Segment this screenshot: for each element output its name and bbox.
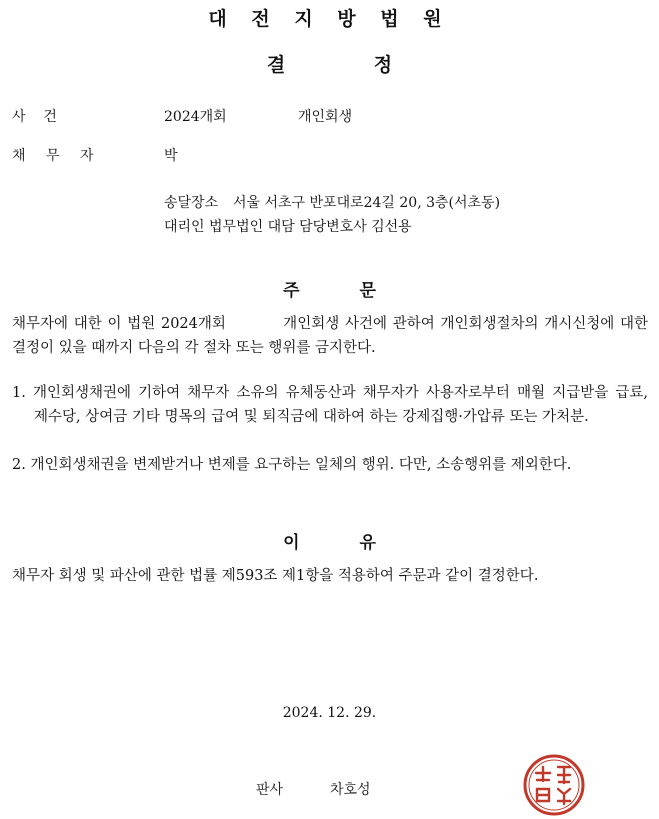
judge-title: 판사 <box>256 782 284 798</box>
judge-name: 차호성 <box>330 782 371 798</box>
debtor-name: 박 <box>164 148 178 164</box>
legal-agent: 대리인 법무법인 대담 담당변호사 김선용 <box>164 219 412 235</box>
decision-date: 2024. 12. 29. <box>282 705 377 721</box>
document-title: 결 정 <box>266 54 393 76</box>
order-item-2: 2. 개인회생채권을 변제받거나 변제를 요구하는 일체의 행위. 다만, 소송행위를 제외한다. <box>12 457 572 473</box>
order-item-1: 1. 개인회생채권에 기하여 채무자 소유의 유체동산과 채무자가 사용자로부터 매월 지급받을 급료, 제수당, 상여금 기타 명목의 급여 및 퇴직금에 대하여 하는 강제집행·가압류 또는 가처분. <box>12 385 648 425</box>
reason-text: 채무자 회생 및 파산에 관한 법률 제593조 제1항을 적용하여 주문과 같이 결정한다. <box>12 568 539 584</box>
court-name: 대 전 지 방 법 원 <box>208 8 451 30</box>
service-address: 서울 서초구 반포대로24길 20, 3층(서초동) <box>233 195 501 211</box>
debtor-label: 채 무 자 <box>12 148 94 164</box>
order-heading: 주 문 <box>283 281 376 301</box>
order-intro: 채무자에 대한 이 법원 2024개회 개인회생 사건에 관하여 개인회생절차의 개시신청에 대한 결정이 있을 때까지 다음의 각 절차 또는 행위를 금지한다. <box>12 316 653 356</box>
case-label: 사 건 <box>12 109 57 125</box>
judge-seal-icon <box>522 753 586 817</box>
case-number: 2024개회 <box>164 109 227 125</box>
service-address-label: 송달장소 <box>164 195 219 211</box>
reason-heading: 이 유 <box>283 533 376 553</box>
case-name: 개인회생 <box>298 109 353 125</box>
